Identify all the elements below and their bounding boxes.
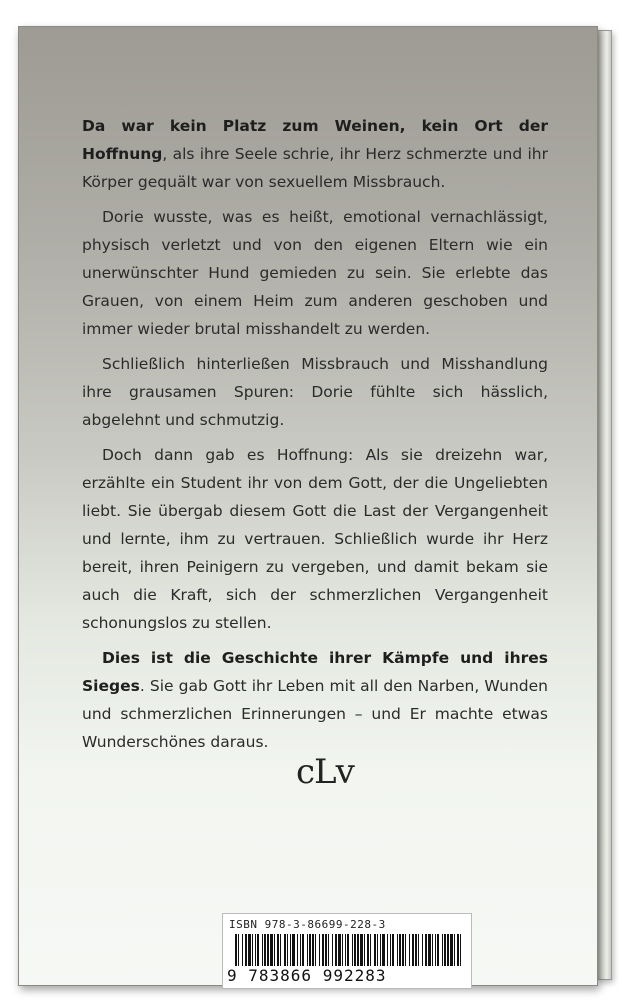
barcode-bar [354,934,356,966]
barcode-bar [422,934,423,966]
barcode-bar [292,934,295,966]
barcode-bar [255,934,256,966]
paragraph-4-text: Doch dann gab es Hoffnung: Als sie dreizehn war, erzählte ein Student ihr von dem Gott, der die Ungeliebten liebt. Sie übergab diesem Gott die Last der Vergangenheit und lernte, ihm zu vertrauen. Schließlich wurde ihr Herz bereit, ihren Peinigern zu vergeben, und damit bekam sie auch die Kraft, sich der schmerzlichen Vergangenheit schonungslos zu stellen. [82,446,548,632]
barcode-bar [342,934,343,966]
barcode-bar [390,934,391,966]
barcode-bar [270,934,273,966]
barcode-bar [435,934,436,966]
barcode-bar [262,934,263,966]
barcode-bar [335,934,337,966]
barcode-bar [367,934,369,966]
paragraph-5-bold: Dies ist die Geschichte ihrer Kämpfe und ihres Sieges [82,649,548,695]
barcode-bar [300,934,301,966]
isbn-barcode-box [222,913,472,989]
publisher-logo: cLv [296,752,354,792]
barcode-bar [287,934,288,966]
barcode-bar [409,934,410,966]
paragraph-3-text: Schließlich hinterließen Missbrauch und Misshandlung ihre grausamen Spuren: Dorie fühlte sich hässlich, abgelehnt und schmutzig. [82,355,548,429]
barcode-digits: 9 783866 992283 [227,966,387,985]
barcode-bar [315,934,316,966]
barcode-bar [338,934,341,966]
barcode-bar [302,934,304,966]
barcode-bar [352,934,353,966]
barcode-bar [280,934,281,966]
barcode-bar [264,934,266,966]
paragraph-2-text: Dorie wusste, was es heißt, emotional vernachlässigt, physisch verletzt und von den eigenen Eltern wie ein unerwünschter Hund gemieden zu sein. Sie erlebte das Grauen, von einem Heim zum anderen geschoben und immer wieder brutal misshandelt zu werden. [82,208,548,338]
barcode-bar [377,934,378,966]
barcode-bar [238,934,239,966]
barcode-bar [332,934,333,966]
barcode-bar [392,934,394,966]
barcode-icon [235,934,461,966]
barcode-bar [360,934,363,966]
barcode-bar [309,934,311,966]
paragraph-5-text: . Sie gab Gott ihr Leben mit all den Narben, Wunden und schmerzlichen Erinnerungen – und Er machte etwas Wunderschönes daraus. [82,677,548,751]
paragraph-3 [82,350,548,434]
barcode-bar [297,934,298,966]
barcode-bar [387,934,388,966]
barcode-bar [457,934,459,966]
barcode-bar [274,934,275,966]
barcode-bar [397,934,398,966]
barcode-bar [460,934,461,966]
barcode-bar [437,934,439,966]
barcode-bar [284,934,286,966]
barcode-bar [245,934,247,966]
barcode-bar [235,934,237,966]
barcode-bar [399,934,401,966]
barcode-bar [454,934,455,966]
barcode-bar [277,934,279,966]
barcode-bar [432,934,433,966]
barcode-bar [242,934,243,966]
barcode-bar [412,934,414,966]
barcode-bar [312,934,314,966]
barcode-bar [382,934,385,966]
barcode-bar [319,934,320,966]
barcode-bar [442,934,443,966]
barcode-bar [380,934,381,966]
blurb-text [82,112,548,763]
paragraph-1-bold: Da war kein Platz zum Weinen, kein Ort der Hoffnung [82,117,548,163]
barcode-bar [450,934,453,966]
barcode-bar [252,934,253,966]
barcode-bar [307,934,308,966]
book-spine [596,30,612,980]
barcode-bar [325,934,327,966]
barcode-bar [364,934,365,966]
barcode-bar [415,934,417,966]
barcode-bar [345,934,346,966]
barcode-bar [357,934,359,966]
barcode-bar [248,934,251,966]
barcode-bar [328,934,329,966]
barcode-bar [374,934,376,966]
paragraph-1-text: , als ihre Seele schrie, ihr Herz schmerzte und ihr Körper gequält war von sexuellem Missbrauch. [82,145,548,191]
barcode-bar [418,934,419,966]
barcode-bar [257,934,259,966]
paragraph-5 [82,644,548,756]
paragraph-2 [82,203,548,343]
barcode-bar [425,934,427,966]
barcode-bar [370,934,371,966]
paragraph-4 [82,441,548,637]
barcode-bar [290,934,291,966]
barcode-bar [402,934,404,966]
barcode-bar [444,934,446,966]
barcode-bar [447,934,449,966]
barcode-bar [405,934,406,966]
paragraph-1 [82,112,548,196]
barcode-bar [322,934,324,966]
barcode-bar [347,934,349,966]
isbn-label: ISBN 978-3-86699-228-3 [229,918,386,931]
barcode-bar [428,934,431,966]
barcode-bar [267,934,269,966]
